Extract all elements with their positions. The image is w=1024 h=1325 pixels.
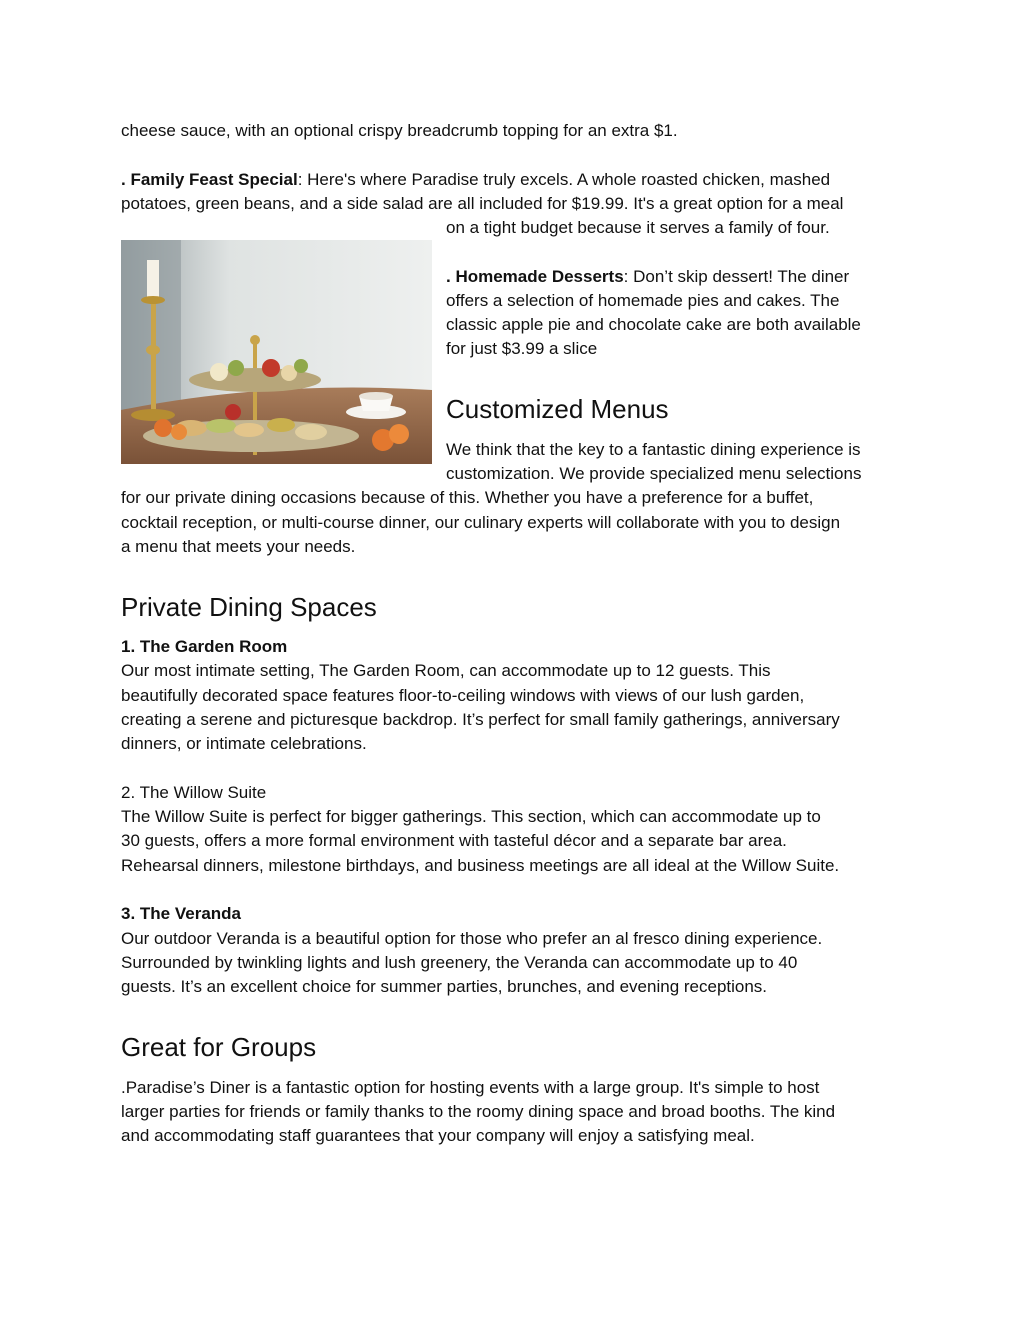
garden-room-title: 1. The Garden Room: [121, 637, 288, 656]
desserts-prefix: .: [446, 267, 456, 286]
willow-suite-text: Rehearsal dinners, milestone birthdays, and business meetings are all ideal at the Willow Suite.: [121, 856, 840, 875]
family-feast-text: potatoes, green beans, and a side salad are all included for $19.99. It's a great option for a meal: [121, 194, 844, 213]
veranda-title: 3. The Veranda: [121, 904, 241, 923]
customized-menus-heading: Customized Menus: [446, 394, 669, 424]
veranda-text: Surrounded by twinkling lights and lush greenery, the Veranda can accommodate up to 40: [121, 953, 798, 972]
willow-suite-text: 30 guests, offers a more formal environment with tasteful décor and a separate bar area.: [121, 831, 787, 850]
groups-text: .Paradise’s Diner is a fantastic option for hosting events with a large group. It's simple to host: [121, 1078, 820, 1097]
dessert-stand-photo: [121, 240, 432, 464]
great-for-groups-heading: Great for Groups: [121, 1032, 317, 1062]
intro-text: cheese sauce, with an optional crispy breadcrumb topping for an extra $1.: [121, 121, 678, 140]
desserts-text: : Don’t skip dessert! The diner: [623, 267, 850, 286]
private-dining-heading: Private Dining Spaces: [121, 592, 377, 622]
desserts-text: offers a selection of homemade pies and cakes. The: [446, 291, 840, 310]
garden-room-text: dinners, or intimate celebrations.: [121, 734, 367, 753]
garden-room-text: Our most intimate setting, The Garden Room, can accommodate up to 12 guests. This: [121, 661, 771, 680]
desserts-paragraph-line: [446, 265, 849, 289]
garden-room-text: creating a serene and picturesque backdrop. It’s perfect for small family gatherings, anniversary: [121, 710, 840, 729]
willow-suite-title: 2. The Willow Suite: [121, 783, 267, 802]
desserts-title: Homemade Desserts: [455, 267, 624, 286]
family-feast-prefix: .: [121, 170, 131, 189]
groups-text: larger parties for friends or family thanks to the roomy dining space and broad booths. The kind: [121, 1102, 836, 1121]
customized-menus-text: for our private dining occasions because of this. Whether you have a preference for a buffet,: [121, 488, 814, 507]
family-feast-title: Family Feast Special: [130, 170, 298, 189]
family-feast-paragraph-line: [121, 168, 830, 192]
family-feast-text: on a tight budget because it serves a family of four.: [446, 218, 830, 237]
desserts-text: for just $3.99 a slice: [446, 339, 598, 358]
veranda-text: guests. It’s an excellent choice for summer parties, brunches, and evening receptions.: [121, 977, 768, 996]
groups-text: and accommodating staff guarantees that your company will enjoy a satisfying meal.: [121, 1126, 755, 1145]
willow-suite-text: The Willow Suite is perfect for bigger gatherings. This section, which can accommodate up to: [121, 807, 821, 826]
customized-menus-text: a menu that meets your needs.: [121, 537, 356, 556]
customized-menus-text: customization. We provide specialized menu selections: [446, 464, 862, 483]
veranda-text: Our outdoor Veranda is a beautiful option for those who prefer an al fresco dining experience.: [121, 929, 823, 948]
customized-menus-text: We think that the key to a fantastic dining experience is: [446, 440, 861, 459]
desserts-text: classic apple pie and chocolate cake are both available: [446, 315, 861, 334]
customized-menus-text: cocktail reception, or multi-course dinner, our culinary experts will collaborate with you to design: [121, 513, 841, 532]
garden-room-text: beautifully decorated space features floor-to-ceiling windows with views of our lush garden,: [121, 686, 805, 705]
family-feast-text: : Here's where Paradise truly excels. A whole roasted chicken, mashed: [297, 170, 831, 189]
